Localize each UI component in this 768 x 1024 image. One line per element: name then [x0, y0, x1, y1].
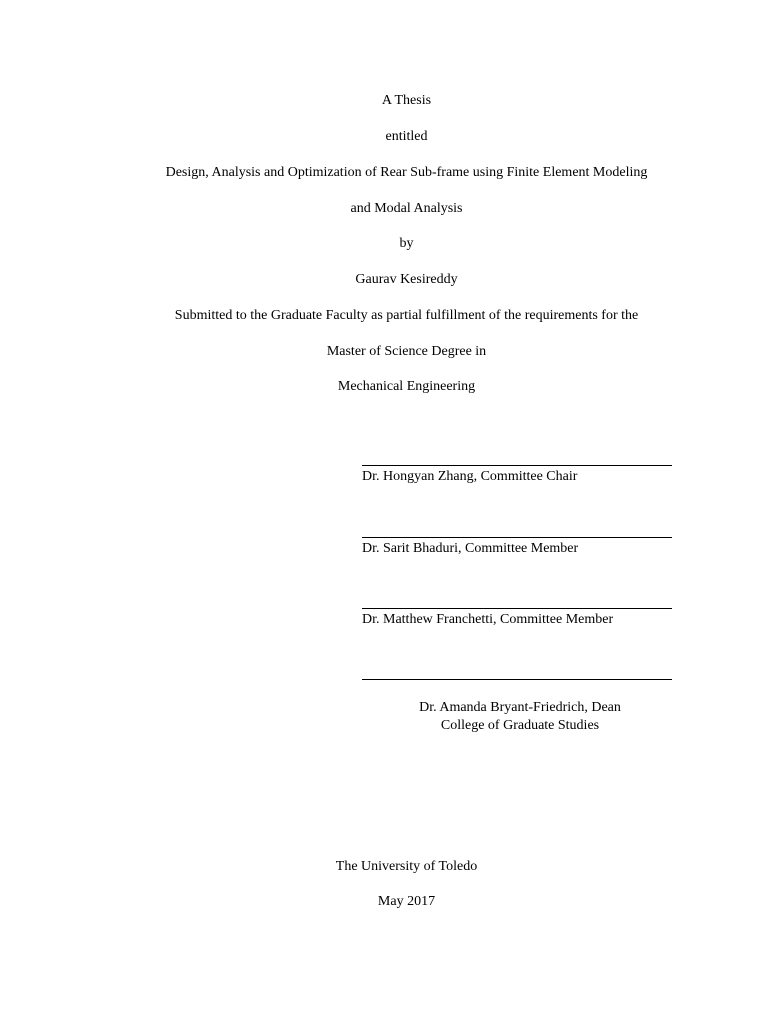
- signatory-name: Dr. Hongyan Zhang, Committee Chair: [362, 469, 578, 484]
- by-label: by: [399, 236, 414, 251]
- document-type: A Thesis: [381, 93, 432, 108]
- dean-office: College of Graduate Studies: [440, 718, 600, 733]
- signature-block-member-2: [362, 608, 672, 629]
- signatory-name: Dr. Sarit Bhaduri, Committee Member: [362, 541, 579, 556]
- signature-block-member-1: [362, 537, 672, 558]
- degree-statement: Master of Science Degree in: [326, 344, 487, 359]
- signature-line: [362, 465, 672, 466]
- dean-signatory: [362, 699, 678, 735]
- signature-line: [362, 537, 672, 538]
- submission-date: May 2017: [377, 894, 436, 909]
- signature-line: [362, 679, 672, 680]
- thesis-title-line-1: Design, Analysis and Optimization of Rear Sub-frame using Finite Element Modeling: [165, 165, 648, 180]
- dean-name: Dr. Amanda Bryant-Friedrich, Dean: [419, 700, 621, 715]
- submission-statement: Submitted to the Graduate Faculty as partial fulfillment of the requirements for the: [174, 308, 639, 323]
- signatory-name: Dr. Matthew Franchetti, Committee Member: [362, 612, 614, 627]
- entitled-label: entitled: [385, 129, 428, 144]
- thesis-title-line-2: and Modal Analysis: [350, 201, 463, 216]
- signature-block-chair: [362, 465, 672, 486]
- author-name: Gaurav Kesireddy: [355, 272, 458, 287]
- university-name: The University of Toledo: [335, 859, 478, 874]
- signature-line: [362, 608, 672, 609]
- program-name: Mechanical Engineering: [337, 379, 476, 394]
- signature-block-dean: [362, 679, 672, 680]
